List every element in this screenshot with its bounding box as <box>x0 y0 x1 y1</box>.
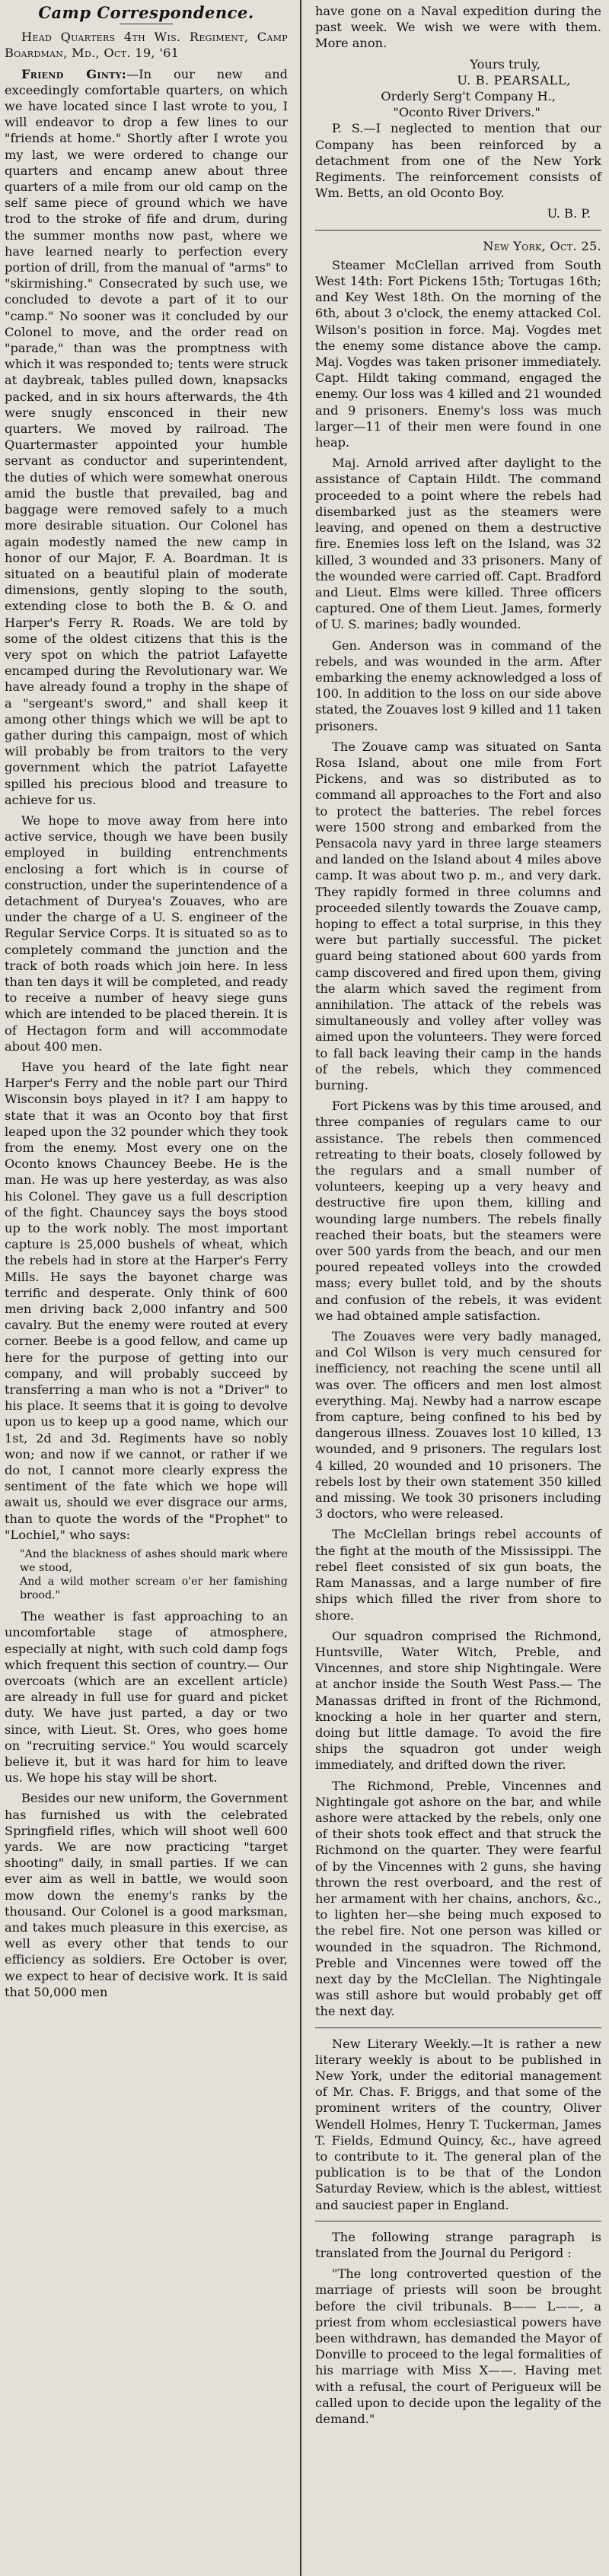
column-divider <box>300 0 301 2576</box>
poem-line: "And the blackness of ashes should mark where we stood, <box>20 1548 288 1575</box>
letter-signature <box>315 56 601 121</box>
signature-name: U. B. PEARSALL, <box>457 72 571 87</box>
news-paragraph: The McClellan brings rebel accounts of the fight at the mouth of the Mississippi. The rebel fleet consisted of six gun boats, the Ram Manassas, and a large number of fire ships which filled the river from shore to shore. <box>315 1527 601 1623</box>
right-column <box>315 3 601 2431</box>
letter-dateline: Head Quarters 4th Wis. Regiment, Camp Boardman, Md., Oct. 19, '61 <box>5 30 288 61</box>
signature-rank: Orderly Serg't Company H., <box>381 89 556 104</box>
letter-paragraph <box>5 66 288 808</box>
signature-unit: "Oconto River Drivers." <box>393 105 540 120</box>
signature-closing: Yours truly, <box>470 56 540 72</box>
news-paragraph: Steamer McClellan arrived from South West 14th: Fort Pickens 15th; Tortugas 16th; and Key West 18th. On the morning of the 6th, about 3 o'clock, the enemy attacked Col. Wilson's position in force. Maj. Vogdes met the enemy some distance above the camp. Maj. Vogdes was taken prisoner immediately. Capt. Hildt taking command, engaged the enemy. Our loss was 4 killed and 21 wounded and 9 prisoners. Enemy's loss was much larger—11 of their men were found in one heap. <box>315 257 601 450</box>
section-title: Camp Correspondence. <box>38 3 254 22</box>
news-paragraph: Fort Pickens was by this time aroused, and three companies of regulars came to our assistance. The rebels then commenced retreating to their boats, closely followed by the regulars and a small number of volunteers, keeping up a very heavy and destructive fire upon them, killing and wounding large numbers. The rebels finally reached their boats, but the steamers were over 500 yards from the beach, and our men poured repeated volleys into the crowded mass; every bullet told, and by the shouts and confusion of the rebels, it was evident we had obtained ample satisfaction. <box>315 1099 601 1323</box>
translation-paragraph: "The long controverted question of the marriage of priests will soon be brought before the civil tribunals. B—— L——, a priest from whom ecclesiastical powers have been withdrawn, has demanded the Mayor of Donville to proceed to the legal formalities of his marriage with Miss X——. Having met with a refusal, the court of Perigueux will be called upon to decide upon the legality of the demand." <box>315 2266 601 2427</box>
news-paragraph: The Richmond, Preble, Vincennes and Nightingale got ashore on the bar, and while ashore were attacked by the rebels, only one of their shots took effect and that struck the Richmond on the quarter. They were fearful of by the Vincennes with 2 guns, she having thrown the rest overboard, and the rest of her armament with her chains, anchors, &c., to lighten her—she being much exposed to the rebel fire. Not one person was killed or wounded in the squadron. The Richmond, Preble and Vincennes were towed off the next day by the McClellan. The Nightingale was still ashore but would probably get off the next day. <box>315 1778 601 2019</box>
postscript-initials: U. B. P. <box>547 206 591 221</box>
letter-paragraph: The weather is fast approaching to an uncomfortable stage of atmosphere, especially at night, with such cold damp fogs which frequent this section of country.— Our overcoats (which are an excellent article) are already in full use for guard and picket duty. We have just parted, a day or two since, with Lieut. St. Ores, who goes home on "recruiting service." You would scarcely believe it, but it was hard for him to leave us. We hope his stay will be short. <box>5 1609 288 1786</box>
letter-paragraph: We hope to move away from here into active service, though we have been busily employed in building entrenchments enclosing a fort which is in course of construction, under the superintendence of a detachment of Duryea's Zouaves, who are under the charge of a U. S. engineer of the Regular Service Corps. It is situated so as to completely command the junction and the track of both roads which join here. In less than ten days it will be completed, and ready to receive a number of heavy siege guns which are intended to be placed therein. It is of Hectagon form and will accommodate about 400 men. <box>5 813 288 1054</box>
news-paragraph: Gen. Anderson was in command of the rebels, and was wounded in the arm. After embarking the enemy acknowledged a loss of 100. In addition to the loss on our side above stated, the Zouaves lost 9 killed and 11 taken prisoners. <box>315 638 601 733</box>
letter-paragraph: Besides our new uniform, the Government has furnished us with the celebrated Springfield rifles, which will shoot well 600 yards. We are now practicing "target shooting" daily, in small parties. If we can ever aim as well in battle, we would soon mow down the enemy's ranks by the thousand. Our Colonel is a good marksman, and takes much pleasure in this exercise, as well as every other that tends to our efficiency as soldiers. Ere October is over, we expect to hear of decisive work. It is said that 50,000 men <box>5 1791 288 1999</box>
section-rule <box>315 2027 601 2028</box>
letter-salutation: Friend Ginty: <box>21 66 127 81</box>
news-paragraph: The Zouave camp was situated on Santa Rosa Island, about one mile from Fort Pickens, and was so distributed as to command all approaches to the Fort and also to protect the batteries. The rebel forces were 1500 strong and embarked from the Pensacola navy yard in three large steamers and landed on the Island about 4 miles above camp. It was about two p. m., and very dark. They rapidly formed in three columns and proceeded silently towards the Zouave camp, hoping to effect a total surprise, in this they were but partially successful. The picket guard being stationed about 600 yards from camp discovered and fired upon them, giving the alarm which saved the regiment from annihilation. The attack of the rebels was simultaneously and volley after volley was aimed upon the volunteers. They were forced to fall back leaving their camp in the hands of the rebels, which they commenced burning. <box>315 739 601 1092</box>
literary-paragraph: New Literary Weekly.—It is rather a new literary weekly is about to be published in New York, under the editorial management of Mr. Chas. F. Briggs, and that some of the prominent writers of the country, Oliver Wendell Holmes, Henry T. Tuckerman, James T. Fields, Edmund Quincy, &c., have agreed to contribute to it. The general plan of the publication is to be that of the London Saturday Review, which is the ablest, wittiest and sauciest paper in England. <box>315 2036 601 2212</box>
section-rule <box>315 230 601 231</box>
left-column <box>5 3 288 2005</box>
letter-paragraph-text: —In our new and exceedingly comfortable quarters, on which we have located since I last wrote to you, I will endeavor to drop a few lines to our "friends at home." Shortly after I wrote you my last, we were ordered to change our quarters and encamp anew about three quarters of a mile from our old camp on the self same piece of ground which we have trod to the stroke of fife and drum, during the summer months now past, where we have learned nearly to perfection every portion of drill, from the manual of "arms" to "skirmishing." Consecrated by such use, we concluded to devote a part of it to our "camp." No sooner was it concluded by our Colonel to move, and the order read on "parade," than was the promptness with which it was responded to; tents were struck at daybreak, tables pulled down, knapsacks packed, and in six hours afterwards, the 4th were snugly ensconced in their new quarters. We moved by railroad. The Quartermaster appointed your humble servant as conductor and superintendent, the duties of which were somewhat onerous amid the bustle that prevailed, bag and baggage were removed safely to a much more desirable situation. Our Colonel has again modestly named the new camp in honor of our Major, F. A. Boardman. It is situated on a beautiful plain of moderate dimensions, gently sloping to the south, extending close to both the B. & O. and Harper's Ferry R. Roads. We are told by some of the oldest citizens that this is the very spot on which the patriot Lafayette encamped during the Revolutionary war. We have already found a trophy in the shape of a "sergeant's sword," and shall keep it among other things which we will be apt to gather during this campaign, most of which will probably be from traitors to the very government which the patriot Lafayette spilled his precious blood and treasure to achieve for us. <box>5 66 288 807</box>
news-dateline: New York, Oct. 25. <box>483 238 601 253</box>
translation-paragraph: The following strange paragraph is translated from the Journal du Perigord : <box>315 2229 601 2261</box>
letter-continuation: have gone on a Naval expedition during the past week. We wish we were with them. More anon. <box>315 4 601 51</box>
poem-quote <box>20 1547 288 1602</box>
letter-paragraph: Have you heard of the late fight near Harper's Ferry and the noble part our Third Wisconsin boys played in it? I am happy to state that it was an Oconto boy that first leaped upon the 32 pounder which they took from the enemy. Most every one on the Oconto knows Chauncey Beebe. He is the man. He was up here yesterday, as was also his Colonel. They gave us a full description of the fight. Chauncey says the boys stood up to the work nobly. The most important capture is 25,000 bushels of wheat, which the rebels had in store at the Harper's Ferry Mills. He says the bayonet charge was terrific and desperate. Only think of 600 men driving back 2,000 infantry and 500 cavalry. But the enemy were routed at every corner. Beebe is a good fellow, and came up here for the purpose of getting into our company, and will probably succeed by transferring a man who is not a "Driver" to his place. It seems that it is going to devolve upon us to keep up a good name, which our 1st, 2d and 3d. Regiments have so nobly won; and now if we cannot, or rather if we do not, I cannot more clearly express the sentiment of the fate which we hope will await us, should we ever disgrace our arms, than to quote the words of the "Prophet" to "Lochiel," who says: <box>5 1060 288 1542</box>
news-paragraph: Our squadron comprised the Richmond, Huntsville, Water Witch, Preble, and Vincennes, and store ship Nightingale. Were at anchor inside the South West Pass.— The Manassas drifted in front of the Richmond, knocking a hole in her quarter and stern, doing but little damage. To avoid the fire ships the squadron got under weigh immediately, and drifted down the river. <box>315 1628 601 1773</box>
news-paragraph: Maj. Arnold arrived after daylight to the assistance of Captain Hildt. The command proceeded to a point where the rebels had disembarked just as the steamers were leaving, and opened on them a destructive fire. Enemies loss left on the Island, was 32 killed, 3 wounded and 33 prisoners. Many of the wounded were carried off. Capt. Bradford and Lieut. Elms were killed. Three officers captured. One of them Lieut. James, formerly of U. S. marines; badly wounded. <box>315 456 601 632</box>
poem-line: And a wild mother scream o'er her famishing brood." <box>20 1576 288 1602</box>
postscript: P. S.—I neglected to mention that our Company has been reinforced by a detachment from one of the New York Regiments. The reinforcement consists of Wm. Betts, an old Oconto Boy. <box>315 121 601 201</box>
news-paragraph: The Zouaves were very badly managed, and Col Wilson is very much censured for inefficiency, not reaching the scene until all was over. The officers and men lost almost everything. Maj. Newby had a narrow escape from capture, being confined to his bed by dangerous illness. Zouaves lost 10 killed, 13 wounded, and 9 prisoners. The regulars lost 4 killed, 20 wounded and 10 prisoners. The rebels lost by their own statement 350 killed and missing. We took 30 prisoners including 3 doctors, who were released. <box>315 1329 601 1522</box>
